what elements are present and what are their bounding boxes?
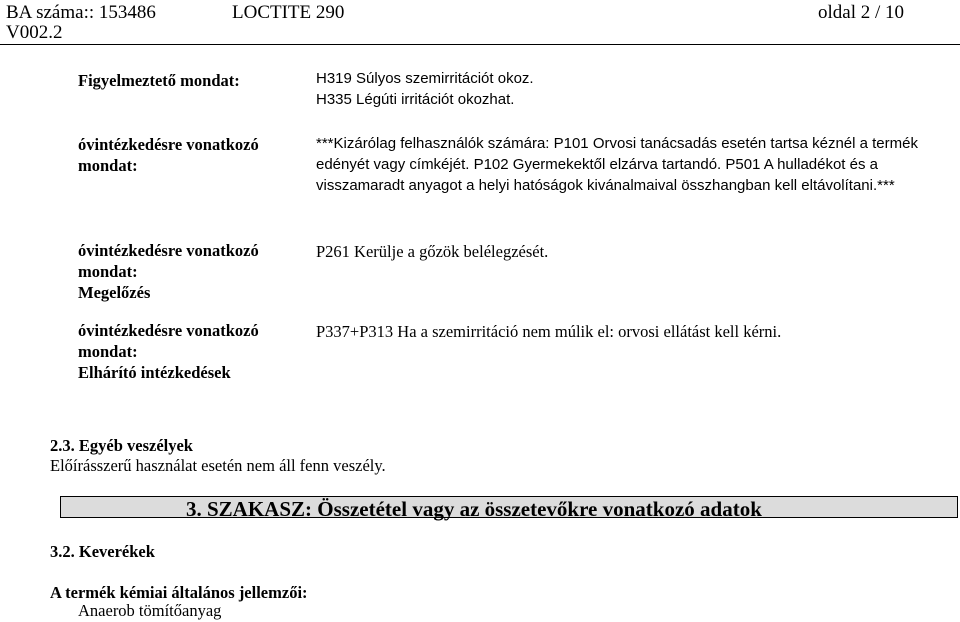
precaution-label-line-1: óvintézkedésre vonatkozó: [78, 135, 259, 154]
general-characteristics-label: A termék kémiai általános jellemzői:: [50, 583, 308, 602]
response-label-line-3: Elhárító intézkedések: [78, 363, 231, 382]
precaution-text-line-1: ***Kizárólag felhasználók számára: P101 Orvosi tanácsadás esetén tartsa kéznél a termék: [316, 135, 918, 152]
prevention-label-line-3: Megelőzés: [78, 283, 151, 302]
precaution-text-line-3: visszamaradt anyagot a helyi hatóságok kivánalmaival összhangban kell eltávolítani.***: [316, 177, 895, 194]
general-characteristics-value: Anaerob tömítőanyag: [78, 601, 222, 620]
document-version: V002.2: [6, 22, 63, 43]
other-hazards-text: Előírásszerű használat esetén nem áll fenn veszély.: [50, 456, 386, 475]
prevention-label-line-1: óvintézkedésre vonatkozó: [78, 241, 259, 260]
document-id: BA száma:: 153486: [6, 2, 156, 23]
section-3-title: 3. SZAKASZ: Összetétel vagy az összetevőkre vonatkozó adatok: [186, 497, 762, 521]
page-number: oldal 2 / 10: [818, 2, 905, 23]
warning-label: Figyelmeztető mondat:: [78, 71, 240, 90]
header-rule: [0, 44, 960, 45]
response-label-line-1: óvintézkedésre vonatkozó: [78, 321, 259, 340]
prevention-label-line-2: mondat:: [78, 262, 138, 281]
warning-line-1: H319 Súlyos szemirritációt okoz.: [316, 70, 534, 87]
precaution-label-line-2: mondat:: [78, 156, 138, 175]
response-label-line-2: mondat:: [78, 342, 138, 361]
product-name: LOCTITE 290: [232, 2, 345, 23]
precaution-text-line-2: edényét vagy címkéjét. P102 Gyermekektől elzárva tartandó. P501 A hulladékot és a: [316, 156, 878, 173]
mixtures-heading: 3.2. Keverékek: [50, 542, 155, 561]
prevention-text: P261 Kerülje a gőzök belélegzését.: [316, 242, 549, 261]
other-hazards-heading: 2.3. Egyéb veszélyek: [50, 436, 193, 455]
warning-line-2: H335 Légúti irritációt okozhat.: [316, 91, 515, 108]
response-text: P337+P313 Ha a szemirritáció nem múlik el: orvosi ellátást kell kérni.: [316, 322, 782, 341]
